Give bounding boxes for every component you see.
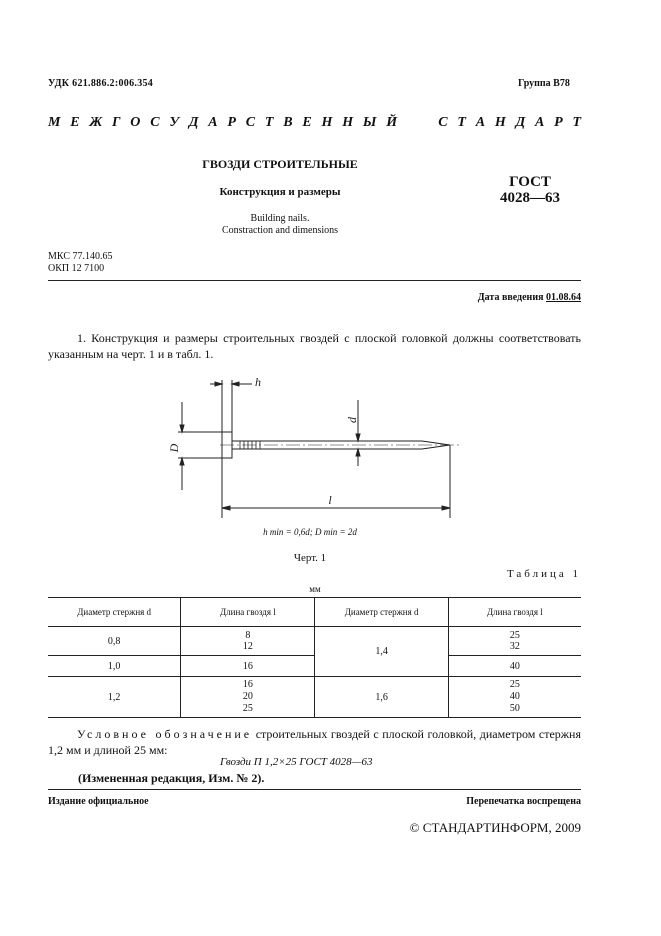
header-rod-diameter-2: Диаметр стержня d <box>315 598 448 627</box>
cell-d: 1,2 <box>48 677 181 718</box>
table-row <box>48 627 581 656</box>
header-rod-diameter-1: Диаметр стержня d <box>48 598 181 627</box>
cell-l-value: 50 <box>509 703 520 714</box>
banner-word-standard: С Т А Н Д А Р Т <box>438 115 581 130</box>
cell-l <box>181 677 315 718</box>
gost-label: ГОСТ <box>509 174 551 190</box>
cell-l-value: 16 <box>242 679 253 690</box>
cell-l-value: 25 <box>509 630 520 641</box>
cell-l-value: 25 <box>509 679 520 690</box>
date-label: Дата введения <box>477 292 544 303</box>
table-row <box>48 677 581 718</box>
reprint-prohibited: Перепечатка воспрещена <box>466 796 581 807</box>
footer-divider <box>48 789 581 790</box>
cell-l <box>448 677 581 718</box>
cell-l-value: 25 <box>242 703 253 714</box>
mks-code: МКС 77.140.65 <box>48 251 113 262</box>
cell-l <box>181 627 315 656</box>
table-unit: мм <box>309 584 321 594</box>
gost-number: 4028—63 <box>500 190 560 206</box>
cell-l <box>448 627 581 656</box>
copyright: © СТАНДАРТИНФОРМ, 2009 <box>409 820 581 835</box>
cell-d: 1,6 <box>315 677 448 718</box>
designation-paragraph <box>48 726 581 758</box>
document-subtitle: Конструкция и размеры <box>219 186 341 198</box>
official-edition: Издание официальное <box>48 796 149 807</box>
cell-l-value: 20 <box>242 691 253 702</box>
cell-d: 0,8 <box>48 627 181 656</box>
english-title-line2: Constraction and dimensions <box>221 225 339 236</box>
designation-text: строительных гвоздей с плоской головкой, диаметром стержня 1,2 мм и длиной 25 мм: <box>48 727 581 757</box>
cell-d: 1,4 <box>315 627 448 677</box>
nail-drawing <box>160 370 480 530</box>
udk-code: УДК 621.886.2:006.354 <box>48 78 154 89</box>
table-header-row <box>48 598 581 627</box>
designation-lead: Условное обозначение <box>77 727 253 741</box>
english-title-line1: Building nails. <box>250 213 310 224</box>
cell-l-value: 32 <box>509 641 520 652</box>
label-l-length: l <box>328 493 332 507</box>
document-title: ГВОЗДИ СТРОИТЕЛЬНЫЕ <box>202 157 358 171</box>
label-d-diameter: d <box>345 417 359 423</box>
label-h: h <box>255 375 261 389</box>
amendment-note: (Измененная редакция, Изм. № 2). <box>78 771 265 785</box>
table-title: Таблица 1 <box>506 568 581 580</box>
designation-example: Гвозди П 1,2×25 ГОСТ 4028—63 <box>220 756 373 768</box>
group-code: Группа В78 <box>518 78 570 89</box>
date-value: 01.08.64 <box>546 292 581 303</box>
header-nail-length-2: Длина гвоздя l <box>448 598 581 627</box>
table-row <box>48 656 581 677</box>
standard-banner <box>48 115 581 131</box>
cell-l: 40 <box>448 656 581 677</box>
paragraph-1: 1. Конструкция и размеры строительных гвоздей с плоской головкой должны соответствовать указанным на черт. 1 и в табл. 1. <box>48 331 581 361</box>
okp-code: ОКП 12 7100 <box>48 263 105 274</box>
drawing-caption: Черт. 1 <box>293 552 327 564</box>
cell-l: 16 <box>181 656 315 677</box>
cell-l-value: 40 <box>509 691 520 702</box>
drawing-formula: h min = 0,6d; D min = 2d <box>263 527 357 537</box>
cell-l-value: 12 <box>242 641 253 652</box>
introduction-date <box>478 292 581 303</box>
cell-d: 1,0 <box>48 656 181 677</box>
header-divider <box>48 280 581 281</box>
label-D-diameter: D <box>167 443 181 453</box>
banner-word-interstate: М Е Ж Г О С У Д А Р С Т В Е Н Н Ы Й <box>48 115 398 130</box>
dimensions-table <box>48 597 581 718</box>
header-nail-length-1: Длина гвоздя l <box>181 598 315 627</box>
cell-l-value: 8 <box>245 630 251 641</box>
